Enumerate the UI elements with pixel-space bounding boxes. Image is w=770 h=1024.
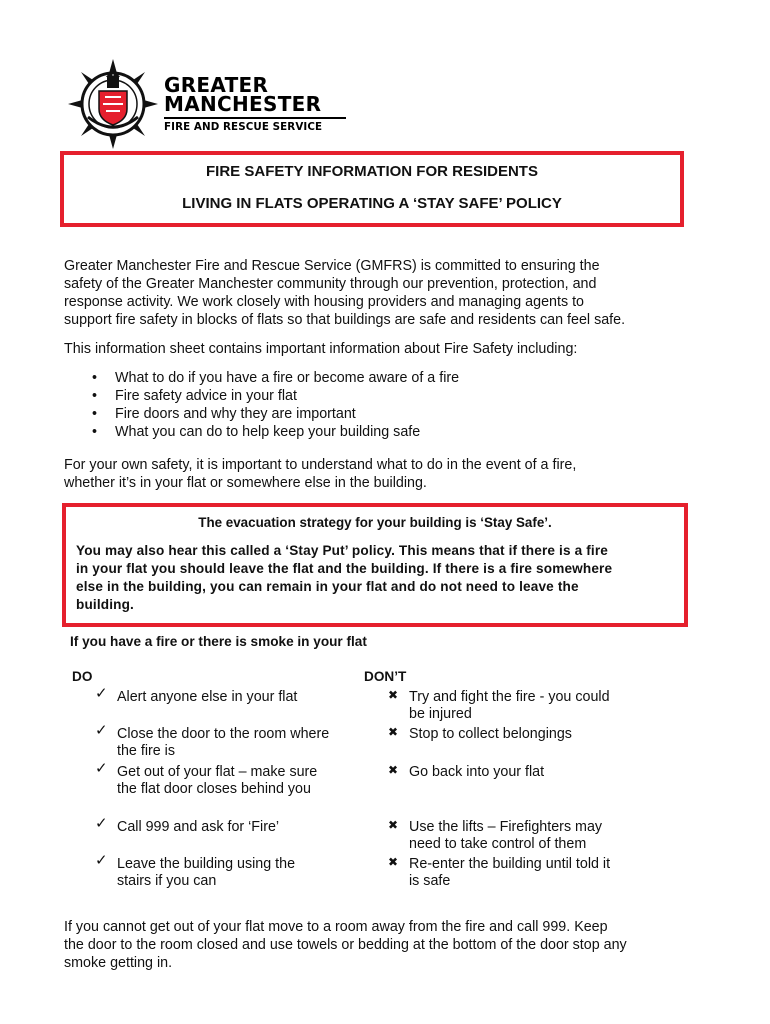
evacuation-body — [76, 542, 676, 614]
evacuation-line: in your flat you should leave the flat and the building. If there is a fire somewhere — [76, 561, 613, 576]
do-item-line: Get out of your flat – make sure — [117, 764, 318, 780]
closing-line: the door to the room closed and use towels or bedding at the bottom of the door stop any — [64, 937, 627, 953]
do-item — [117, 856, 295, 890]
dont-item-line: is safe — [409, 873, 451, 889]
list-item: • What to do if you have a fire or become aware of a fire — [92, 369, 459, 387]
dont-item-line: Use the lifts – Firefighters may — [409, 819, 603, 835]
check-icon: ✓ — [95, 815, 108, 832]
closing-line: smoke getting in. — [64, 955, 173, 971]
cross-icon: ✖ — [388, 688, 399, 702]
cross-icon: ✖ — [388, 818, 399, 832]
closing-line: If you cannot get out of your flat move to a room away from the fire and call 999. Keep — [64, 919, 608, 935]
dont-item — [409, 819, 602, 853]
do-item — [117, 764, 317, 798]
dont-item — [409, 856, 610, 890]
check-icon: ✓ — [95, 852, 108, 869]
dont-item — [409, 726, 572, 743]
do-item — [117, 689, 297, 706]
own-safety-line: whether it’s in your flat or somewhere else in the building. — [64, 475, 427, 491]
dont-item — [409, 764, 544, 781]
logo-line-service: FIRE AND RESCUE SERVICE — [164, 121, 323, 133]
do-item-line: stairs if you can — [117, 873, 217, 889]
check-icon: ✓ — [95, 722, 108, 739]
do-item-line: Leave the building using the — [117, 856, 296, 872]
intro-line: Greater Manchester Fire and Rescue Service (GMFRS) is committed to ensuring the — [64, 258, 600, 274]
closing-paragraph — [64, 918, 724, 972]
do-item-line: Close the door to the room where — [117, 726, 330, 742]
do-item-line: Call 999 and ask for ‘Fire’ — [117, 819, 280, 835]
info-sheet-paragraph: This information sheet contains important information about Fire Safety including: — [64, 341, 578, 357]
evacuation-line: building. — [76, 597, 134, 612]
do-item-line: the flat door closes behind you — [117, 781, 311, 797]
do-item — [117, 819, 279, 836]
own-safety-line: For your own safety, it is important to understand what to do in the event of a fire, — [64, 457, 577, 473]
dont-item-line: Try and fight the fire - you could — [409, 689, 610, 705]
cross-icon: ✖ — [388, 725, 399, 739]
dont-item-line: Stop to collect belongings — [409, 726, 572, 742]
cross-icon: ✖ — [388, 763, 399, 777]
logo-divider — [164, 117, 346, 119]
check-icon: ✓ — [95, 760, 108, 777]
intro-line: safety of the Greater Manchester community through our prevention, protection, and — [64, 276, 597, 292]
topics-list — [92, 369, 459, 441]
dont-item-line: Go back into your flat — [409, 764, 545, 780]
dont-item-line: be injured — [409, 706, 472, 722]
dont-item-line: Re-enter the building until told it — [409, 856, 611, 872]
page-subtitle: LIVING IN FLATS OPERATING A ‘STAY SAFE’ POLICY — [182, 195, 562, 212]
do-item — [117, 726, 329, 760]
page-title: FIRE SAFETY INFORMATION FOR RESIDENTS — [206, 163, 538, 180]
check-icon: ✓ — [95, 685, 108, 702]
do-item-line: Alert anyone else in your flat — [117, 689, 298, 705]
title-box — [60, 151, 684, 227]
intro-paragraph — [64, 257, 704, 329]
intro-line: response activity. We work closely with housing providers and managing agents to — [64, 294, 584, 310]
list-item: • Fire safety advice in your flat — [92, 387, 459, 405]
evacuation-heading: The evacuation strategy for your building is ‘Stay Safe’. — [198, 515, 552, 530]
evacuation-strategy-box — [62, 503, 688, 627]
dont-item — [409, 689, 610, 723]
list-item: • Fire doors and why they are important — [92, 405, 459, 423]
dont-item-line: need to take control of them — [409, 836, 587, 852]
own-safety-paragraph — [64, 456, 704, 492]
dont-heading: DON’T — [364, 669, 407, 684]
intro-line: support fire safety in blocks of flats so that buildings are safe and residents can feel safe. — [64, 312, 626, 328]
logo-line-manchester: MANCHESTER — [164, 92, 322, 116]
gmfrs-logo — [66, 57, 356, 147]
logo-line-greater: GREATER — [164, 73, 269, 97]
list-item: • What you can do to help keep your building safe — [92, 423, 459, 441]
do-item-line: the fire is — [117, 743, 176, 759]
do-heading: DO — [72, 669, 93, 684]
evacuation-line: else in the building, you can remain in your flat and do not need to leave the — [76, 579, 579, 594]
fire-service-crest-icon — [66, 57, 160, 151]
evacuation-line: You may also hear this called a ‘Stay Put’ policy. This means that if there is a fire — [76, 543, 608, 558]
smoke-section-heading: If you have a fire or there is smoke in your flat — [70, 634, 367, 649]
cross-icon: ✖ — [388, 855, 399, 869]
